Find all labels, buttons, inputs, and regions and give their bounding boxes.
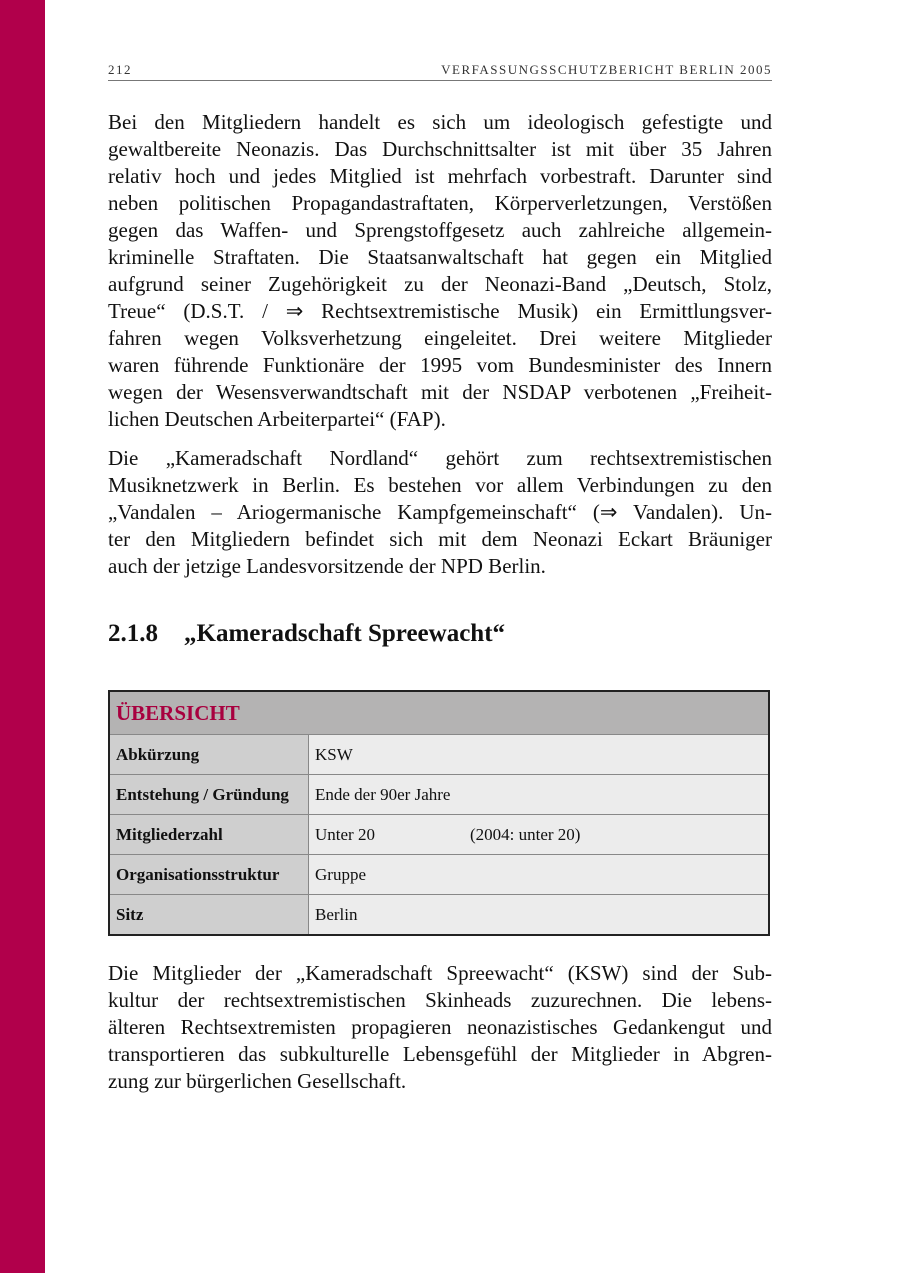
text-line: relativ hoch und jedes Mitglied ist mehrfach vorbestraft. Darunter sind: [108, 164, 772, 188]
row-value: Berlin: [309, 895, 770, 936]
overview-table: [108, 690, 770, 936]
text-line: Bei den Mitgliedern handelt es sich um ideologisch gefestigte und: [108, 110, 772, 134]
page-number: 212: [108, 62, 132, 77]
row-label: Mitgliederzahl: [109, 815, 309, 855]
running-header: [108, 62, 772, 81]
row-label: Entstehung / Gründung: [109, 775, 309, 815]
member-count-previous: (2004: unter 20): [469, 824, 581, 844]
row-label: Sitz: [109, 895, 309, 936]
section-heading: [108, 620, 505, 648]
page-margin-bar: [0, 0, 45, 1273]
text-line: Treue“ (D.S.T. / ⇒ Rechtsextremistische Musik) ein Ermittlungsver-: [108, 299, 772, 323]
paragraph-3: [108, 960, 772, 1095]
text-line: lichen Deutschen Arbeiterpartei“ (FAP).: [108, 407, 446, 431]
text-line: ter den Mitgliedern befindet sich mit dem Neonazi Eckart Bräuniger: [108, 527, 772, 551]
text-line: gewaltbereite Neonazis. Das Durchschnittsalter ist mit über 35 Jahren: [108, 137, 772, 161]
row-label: Organisationsstruktur: [109, 855, 309, 895]
table-row: [109, 735, 769, 775]
text-line: waren führende Funktionäre der 1995 vom Bundesminister des Innern: [108, 353, 772, 377]
section-title: „Kameradschaft Spreewacht“: [184, 620, 506, 647]
table-row: [109, 895, 769, 936]
row-value: Gruppe: [309, 855, 770, 895]
section-number: 2.1.8: [108, 620, 158, 647]
text-line: auch der jetzige Landesvorsitzende der NPD Berlin.: [108, 554, 546, 578]
text-line: wegen der Wesensverwandtschaft mit der NSDAP verbotenen „Freiheit-: [108, 380, 772, 404]
paragraph-2: [108, 445, 772, 580]
text-line: zung zur bürgerlichen Gesellschaft.: [108, 1069, 407, 1093]
text-line: transportieren das subkulturelle Lebensgefühl der Mitglieder in Abgren-: [108, 1042, 772, 1066]
overview-title: ÜBERSICHT: [109, 691, 769, 735]
text-line: „Vandalen – Ariogermanische Kampfgemeinschaft“ (⇒ Vandalen). Un-: [108, 500, 772, 524]
header-title: VERFASSUNGSSCHUTZBERICHT BERLIN 2005: [441, 62, 772, 77]
text-line: Die Mitglieder der „Kameradschaft Spreewacht“ (KSW) sind der Sub-: [108, 961, 772, 985]
text-line: kultur der rechtsextremistischen Skinheads zuzurechnen. Die lebens-: [108, 988, 772, 1012]
row-value: [309, 815, 770, 855]
paragraph-1: [108, 109, 772, 433]
text-line: älteren Rechtsextremisten propagieren neonazistisches Gedankengut und: [108, 1015, 772, 1039]
text-line: fahren wegen Volksverhetzung eingeleitet. Drei weitere Mitglieder: [108, 326, 772, 350]
row-value: Ende der 90er Jahre: [309, 775, 770, 815]
table-row: [109, 775, 769, 815]
text-line: neben politischen Propagandastraftaten, Körperverletzungen, Verstößen: [108, 191, 772, 215]
text-line: Die „Kameradschaft Nordland“ gehört zum rechtsextremistischen: [108, 446, 772, 470]
text-line: Musiknetzwerk in Berlin. Es bestehen vor allem Verbindungen zu den: [108, 473, 772, 497]
member-count: Unter 20: [315, 824, 375, 844]
text-line: gegen das Waffen- und Sprengstoffgesetz auch zahlreiche allgemein-: [108, 218, 772, 242]
table-row: [109, 815, 769, 855]
text-line: aufgrund seiner Zugehörigkeit zu der Neonazi-Band „Deutsch, Stolz,: [108, 272, 772, 296]
row-label: Abkürzung: [109, 735, 309, 775]
row-value: KSW: [309, 735, 770, 775]
text-line: kriminelle Straftaten. Die Staatsanwaltschaft hat gegen ein Mitglied: [108, 245, 772, 269]
table-row: [109, 855, 769, 895]
